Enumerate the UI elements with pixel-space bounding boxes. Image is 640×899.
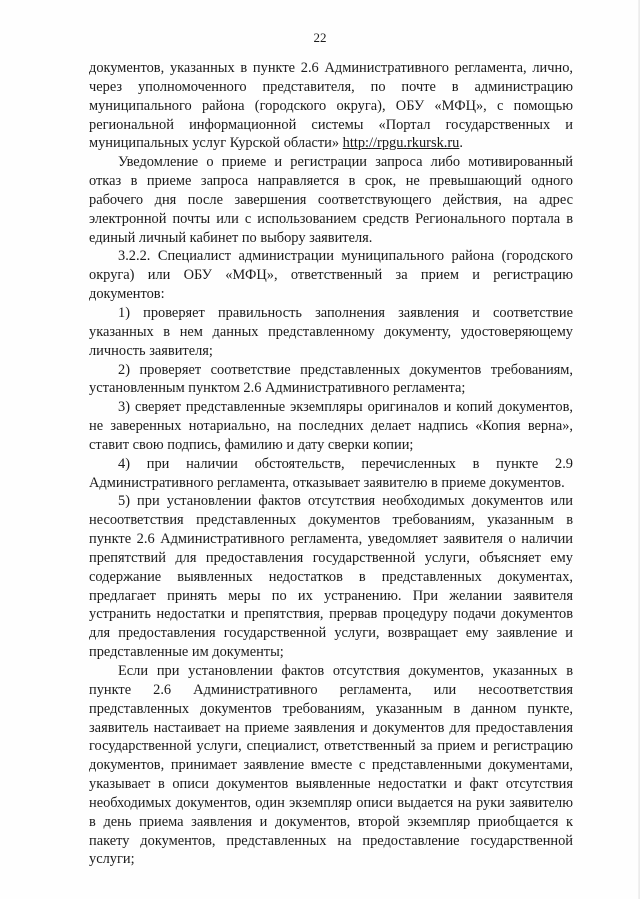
paragraph-section-3-2-2: 3.2.2. Специалист администрации муниципального района (городского округа) или ОБУ «МФЦ», ответственный за прием и регистрацию документов: (89, 248, 573, 303)
list-item-4: 4) при наличии обстоятельств, перечисленных в пункте 2.9 Административного регламента, отказывает заявителю в приеме документов. (89, 455, 573, 491)
list-item-5: 5) при установлении фактов отсутствия необходимых документов или несоответствия представленных документов требованиям, указанным в пункте 2.6 Административного регламента, уведомляет заявителя о наличии препятствий для предоставления государственной услуги, объясняет ему содержание выявленных недостатков в представленных документах, предлагает принять меры по их устранению. При желании заявителя устранить недостатки и препятствия, прервав процедуру подачи документов для предоставления государственной услуги, возвращает ему заявление и представленные им документы; (89, 493, 573, 661)
list-item-2: 2) проверяет соответствие представленных документов требованиям, установленным пунктом 2.6 Административного регламента; (89, 361, 573, 397)
page-number: 22 (313, 30, 327, 45)
paragraph-text: документов, указанных в пункте 2.6 Административного регламента, лично, через уполномоченного представителя, по почте в администрацию муниципального района (городского округа), ОБУ «МФЦ», с помощью региональной информационной системы «Портал государственных и муниципальных услуг Курской области» (89, 60, 573, 152)
portal-link[interactable]: http://rpgu.rkursk.ru (342, 135, 460, 152)
list-item-1: 1) проверяет правильность заполнения заявления и соответствие указанных в нем данных представленному документу, удостоверяющему личность заявителя; (89, 304, 573, 359)
paragraph-missing-documents: Если при установлении фактов отсутствия документов, указанных в пункте 2.6 Административного регламента, или несоответствия представленных документов требованиям, указанным в данном пункте, заявитель настаивает на приеме заявления и документов для предоставления государственной услуги, специалист, ответственный за прием и регистрацию документов, принимает заявление вместе с представленными документами, указывает в описи документов выявленные недостатки и факт отсутствия необходимых документов, один экземпляр описи выдается на руки заявителю в день приема заявления и документов, второй экземпляр приобщается к пакету документов, представленных на предоставление государственной услуги; (89, 663, 573, 868)
paragraph-notification: Уведомление о приеме и регистрации запроса либо мотивированный отказ в приеме запроса направляется в срок, не превышающий одного рабочего дня после завершения соответствующего действия, на адрес электронной почты или с использованием средств Регионального портала в единый личный кабинет по выбору заявителя. (89, 154, 573, 246)
list-item-3: 3) сверяет представленные экземпляры оригиналов и копий документов, не заверенных нотариально, на последних делает надпись «Копия верна», ставит свою подпись, фамилию и дату сверки копии; (89, 399, 573, 453)
document-body (89, 59, 573, 869)
paragraph-text: . (459, 135, 463, 152)
paragraph-submission-methods (89, 59, 573, 153)
